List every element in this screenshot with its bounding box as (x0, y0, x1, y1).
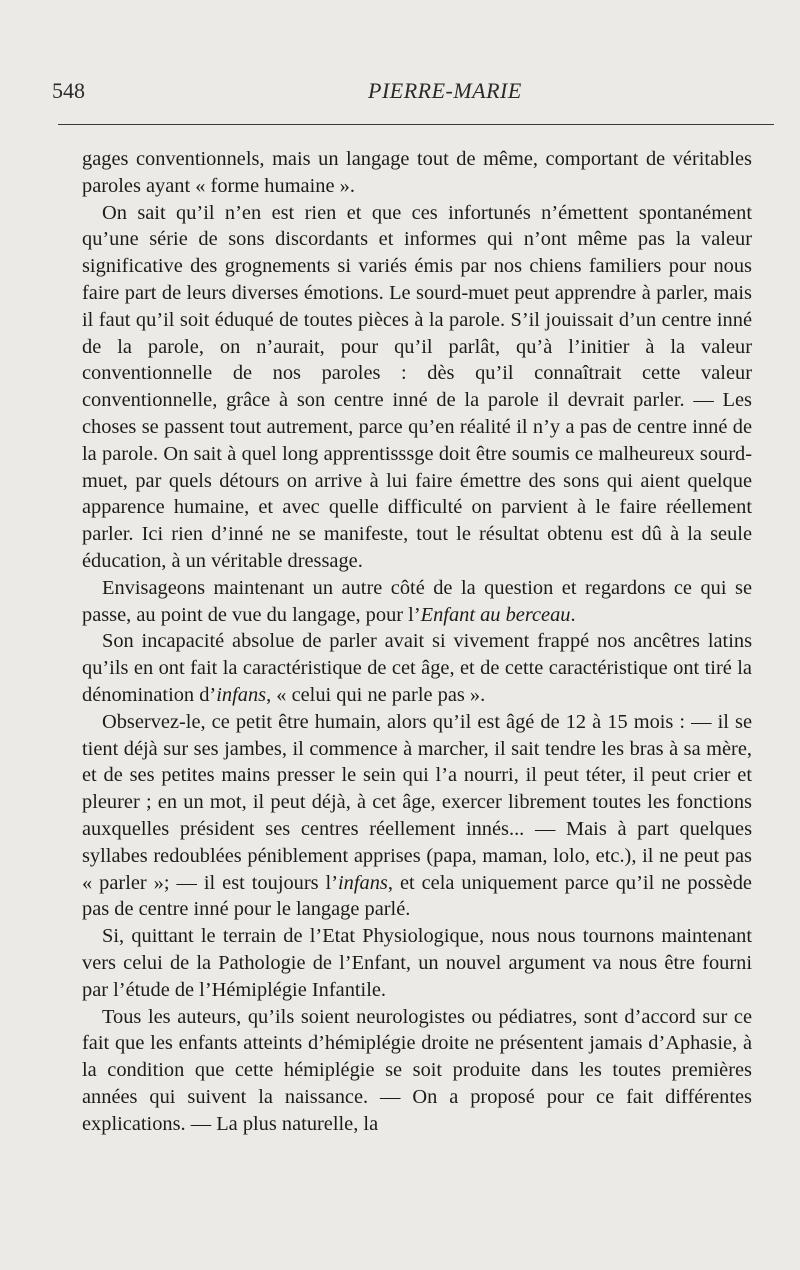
paragraph-5 (82, 709, 752, 923)
paragraph-4-end: , « celui qui ne parle pas ». (266, 683, 486, 706)
paragraph-5-end: , et cela uniquement parce qu’il ne possède pas de centre inné pour le langage parlé. (82, 871, 752, 921)
page-header (52, 78, 772, 118)
page-number: 548 (52, 78, 85, 103)
paragraph-3-text: Envisageons maintenant un autre côté de la question et regardons ce qui se passe, au point de vue du langage, pour l’ (82, 576, 752, 626)
italic-term-infans: infans (216, 683, 267, 706)
paragraph-5-text: Observez-le, ce petit être humain, alors qu’il est âgé de 12 à 15 mois : — il se tient déjà sur ses jambes, il commence à marcher, il sait tendre les bras à sa mère, et de ses petites mains presser le sein qui l’a nourri, il peut téter, il peut crier et pleurer ; en un mot, il peut déjà, à cet âge, exercer librement toutes les fonctions auxquelles président ses centres réellement innés... — Mais à part quelques syllabes redoublées péniblement apprises (papa, maman, lolo, etc.), il ne peut pas « parler »; — il est toujours l’ (82, 710, 752, 894)
italic-term-infans-2: infans (338, 871, 388, 894)
header-rule (58, 124, 774, 125)
paragraph-4 (82, 628, 752, 708)
paragraph-6: Si, quittant le terrain de l’Etat Physiologique, nous nous tournons maintenant vers celui de la Pathologie de l’Enfant, un nouvel argument va nous être fourni par l’étude de l’Hémiplégie Infantile. (82, 925, 752, 1001)
paragraph-1: gages conventionnels, mais un langage tout de même, comportant de véritables paroles ayant « forme humaine ». (82, 148, 752, 197)
paragraph-3-end: . (570, 603, 576, 626)
paragraph-2: On sait qu’il n’en est rien et que ces infortunés n’émettent spontanément qu’une série de sons discordants et informes qui n’ont même pas la valeur significative des grognements si variés émis par nos chiens familiers pour nous faire part de leurs diverses émotions. Le sourd-muet peut apprendre à parler, mais il faut qu’il soit éduqué de toutes pièces à la parole. S’il jouissait d’un centre inné de la parole, on n’aurait, pour qu’il parlât, qu’à l’initier à la valeur conventionnelle de nos paroles : dès qu’il connaîtrait cette valeur conventionnelle, grâce à son centre inné de la parole il devrait parler. — Les choses se passent tout autrement, parce qu’en réalité il n’y a pas de centre inné de la parole. On sait à quel long apprentisssge doit être soumis ce malheureux sourd-muet, par quels détours on arrive à lui faire émettre des sons qui aient quelque apparence humaine, et avec quelle difficulté on parvient à le faire réellement parler. Ici rien d’inné ne se manifeste, tout le résultat obtenu est dû à la seule éducation, à un véritable dressage. (82, 201, 752, 572)
italic-term-enfant: Enfant au berceau (420, 603, 571, 626)
paragraph-7: Tous les auteurs, qu’ils soient neurologistes ou pédiatres, sont d’accord sur ce fait que les enfants atteints d’hémiplégie droite ne présentent jamais d’Aphasie, à la condition que cette hémiplégie se soit produite dans les toutes premières années qui suivent la naissance. — On a proposé pour ce fait différentes explications. — La plus naturelle, la (82, 1005, 752, 1135)
paragraph-4-text: Son incapacité absolue de parler avait si vivement frappé nos ancêtres latins qu’ils en ont fait la caractéristique de cet âge, et de cette caractéristique ont tiré la dénomination d’ (82, 630, 752, 706)
running-title: PIERRE-MARIE (368, 78, 522, 103)
body-text (82, 146, 752, 1137)
paragraph-3 (82, 575, 752, 629)
